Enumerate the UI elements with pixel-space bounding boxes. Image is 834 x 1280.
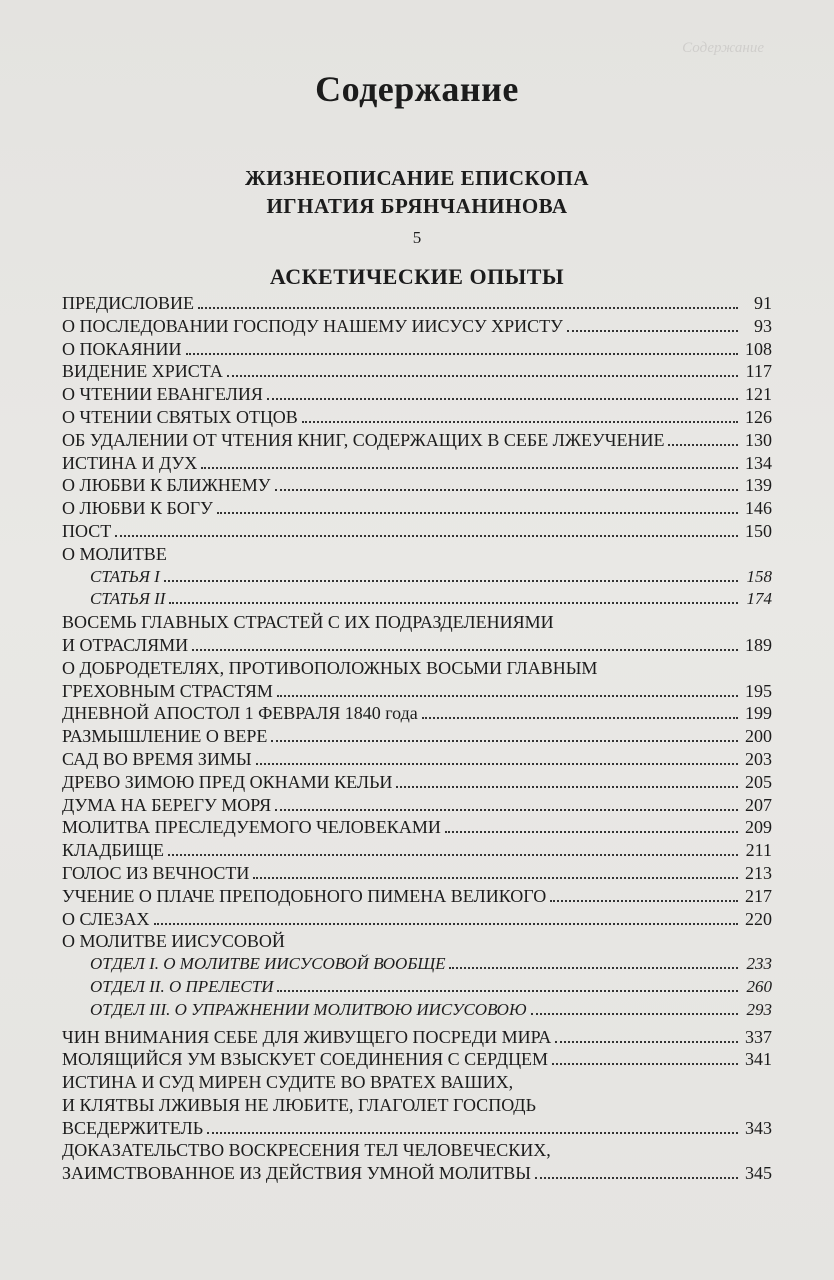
toc-entry-page: 217 (745, 885, 772, 906)
dot-leader (217, 512, 738, 514)
dot-leader (277, 695, 738, 697)
toc-entry-title: И КЛЯТВЫ ЛЖИВЫЯ НЕ ЛЮБИТЕ, ГЛАГОЛЕТ ГОСПОДЬ (62, 1094, 536, 1115)
toc-entry-title: ИСТИНА И СУД МИРЕН СУДИТЕ ВО ВРАТЕХ ВАШИХ, (62, 1072, 514, 1093)
toc-entry-title: МОЛИТВА ПРЕСЛЕДУЕМОГО ЧЕЛОВЕКАМИ (62, 817, 441, 838)
toc-entry-page: 126 (745, 406, 772, 427)
toc-entry (62, 292, 772, 315)
dot-leader (207, 1132, 738, 1134)
toc-entry-title: ГОЛОС ИЗ ВЕЧНОСТИ (62, 862, 250, 883)
toc-entry-title: ДРЕВО ЗИМОЮ ПРЕД ОКНАМИ КЕЛЬИ (62, 771, 393, 792)
dot-leader (115, 535, 738, 537)
dot-leader (302, 421, 738, 423)
dot-leader (227, 375, 738, 377)
toc-entry-title: О ЧТЕНИИ СВЯТЫХ ОТЦОВ (62, 406, 298, 427)
toc-entry (62, 429, 772, 452)
dot-leader (275, 489, 738, 491)
toc-entry (62, 999, 772, 1022)
toc-entry-page: 200 (745, 726, 772, 747)
toc-entry (62, 748, 772, 771)
toc-entry-page: 293 (746, 999, 772, 1019)
toc-entry (62, 566, 772, 589)
toc-entry (62, 497, 772, 520)
toc-entry (62, 908, 772, 931)
toc-entry-title: ДУМА НА БЕРЕГУ МОРЯ (62, 794, 272, 815)
toc-entry-page: 203 (745, 748, 772, 769)
dot-leader (552, 1063, 738, 1065)
toc-entry (62, 338, 772, 361)
toc-entry-page: 213 (745, 862, 772, 883)
toc-entry-title: ГРЕХОВНЫМ СТРАСТЯМ (62, 680, 273, 701)
toc-entry (62, 657, 772, 680)
toc-entry-title: О ПОСЛЕДОВАНИИ ГОСПОДУ НАШЕМУ ИИСУСУ ХРИСТУ (62, 315, 563, 336)
toc-entry (62, 976, 772, 999)
toc-entry-title: О ДОБРОДЕТЕЛЯХ, ПРОТИВОПОЛОЖНЫХ ВОСЬМИ ГЛАВНЫМ (62, 657, 598, 678)
toc-entry-page: 211 (745, 840, 772, 861)
toc-entry-title: О СЛЕЗАХ (62, 908, 150, 929)
toc-entry (62, 1117, 772, 1140)
dot-leader (267, 398, 738, 400)
toc-entry-title: ОТДЕЛ II. О ПРЕЛЕСТИ (90, 976, 274, 996)
toc-entry-page: 209 (745, 817, 772, 838)
toc-entry-title: СТАТЬЯ I (90, 566, 160, 586)
toc-entry-page: 117 (745, 361, 772, 382)
running-head-bleedthrough: Содержание (682, 40, 764, 56)
toc-entry-page: 220 (745, 908, 772, 929)
toc-entry-title: ДОКАЗАТЕЛЬСТВО ВОСКРЕСЕНИЯ ТЕЛ ЧЕЛОВЕЧЕСКИХ, (62, 1140, 551, 1161)
biography-heading-line1: ЖИЗНЕОПИСАНИЕ ЕПИСКОПА (244, 166, 590, 190)
toc-entry (62, 771, 772, 794)
dot-leader (567, 330, 738, 332)
toc-entry-page: 233 (746, 954, 772, 974)
toc-entry-title: О МОЛИТВЕ ИИСУСОВОЙ (62, 931, 285, 952)
biography-heading-line2: ИГНАТИЯ БРЯНЧАНИНОВА (266, 194, 568, 218)
dot-leader (445, 831, 738, 833)
toc-entry-title: ДНЕВНОЙ АПОСТОЛ 1 ФЕВРАЛЯ 1840 года (62, 703, 418, 724)
dot-leader (192, 649, 738, 651)
toc-entry-title: ВСЕДЕРЖИТЕЛЬ (62, 1117, 204, 1138)
toc-entry-title: ВОСЕМЬ ГЛАВНЫХ СТРАСТЕЙ С ИХ ПОДРАЗДЕЛЕНИЯМИ (62, 612, 554, 633)
toc-entry (62, 702, 772, 725)
dot-leader (164, 580, 738, 582)
toc-entry (62, 474, 772, 497)
dot-leader (535, 1177, 738, 1179)
toc-entry (62, 1026, 772, 1049)
biography-page-number: 5 (412, 228, 422, 247)
toc-entry-title: СТАТЬЯ II (90, 589, 166, 609)
toc-entry-title: О ПОКАЯНИИ (62, 338, 182, 359)
toc-entry (62, 588, 772, 611)
dot-leader (198, 307, 738, 309)
toc-entry (62, 862, 772, 885)
toc-entry (62, 1094, 772, 1117)
dot-leader (154, 923, 739, 925)
toc-entry (62, 885, 772, 908)
toc-entry-title: ИСТИНА И ДУХ (62, 452, 198, 473)
toc-entry-title: ЧИН ВНИМАНИЯ СЕБЕ ДЛЯ ЖИВУЩЕГО ПОСРЕДИ МИРА (62, 1026, 552, 1047)
toc-entry-page: 108 (745, 338, 772, 359)
toc-entry-page: 121 (745, 384, 772, 405)
toc-entry (62, 930, 772, 953)
toc-entry-page: 260 (746, 976, 772, 996)
toc-entry (62, 953, 772, 976)
toc-entry-page: 139 (745, 475, 772, 496)
toc-entry-title: О ЧТЕНИИ ЕВАНГЕЛИЯ (62, 384, 263, 405)
page-title: Содержание (315, 69, 519, 109)
section-heading: АСКЕТИЧЕСКИЕ ОПЫТЫ (269, 264, 565, 289)
toc-entry (62, 1048, 772, 1071)
dot-leader (169, 602, 738, 604)
dot-leader (449, 967, 738, 969)
dot-leader (186, 353, 738, 355)
toc-entry (62, 680, 772, 703)
toc-entry-title: РАЗМЫШЛЕНИЕ О ВЕРЕ (62, 726, 268, 747)
toc-entry (62, 315, 772, 338)
toc-entry (62, 794, 772, 817)
toc-entry-title: МОЛЯЩИЙСЯ УМ ВЗЫСКУЕТ СОЕДИНЕНИЯ С СЕРДЦЕМ (62, 1049, 549, 1070)
toc-entry (62, 611, 772, 634)
toc-entry-page: 174 (746, 589, 772, 609)
toc-entry-title: УЧЕНИЕ О ПЛАЧЕ ПРЕПОДОБНОГО ПИМЕНА ВЕЛИКОГО (62, 885, 547, 906)
toc-entry (62, 839, 772, 862)
toc-entry-title: ОТДЕЛ III. О УПРАЖНЕНИИ МОЛИТВОЮ ИИСУСОВОЮ (90, 999, 527, 1019)
toc-entry-title: ПРЕДИСЛОВИЕ (62, 293, 195, 313)
dot-leader (253, 877, 738, 879)
toc-entry-title: О ЛЮБВИ К БОГУ (62, 498, 213, 519)
toc-entry-page: 207 (745, 794, 772, 815)
toc-entry-title: ЗАИМСТВОВАННОЕ ИЗ ДЕЙСТВИЯ УМНОЙ МОЛИТВЫ (62, 1163, 531, 1184)
dot-leader (275, 809, 738, 811)
dot-leader (277, 990, 738, 992)
toc-entry-page: 93 (754, 315, 772, 336)
toc-entry-title: САД ВО ВРЕМЯ ЗИМЫ (62, 748, 252, 769)
toc-entry-title: КЛАДБИЩЕ (62, 840, 164, 861)
toc-entry (62, 383, 772, 406)
toc-entry (62, 1162, 772, 1185)
toc-entry-title: ПОСТ (62, 520, 112, 541)
toc-entry-title: ВИДЕНИЕ ХРИСТА (62, 361, 223, 382)
dot-leader (396, 786, 738, 788)
toc-entry (62, 520, 772, 543)
toc-entry-page: 91 (754, 293, 772, 313)
toc-entry (62, 1071, 772, 1094)
dot-leader (422, 717, 738, 719)
toc-entry-page: 345 (745, 1163, 772, 1184)
dot-leader (555, 1041, 738, 1043)
toc-entry (62, 360, 772, 383)
toc-entry-title: ОБ УДАЛЕНИИ ОТ ЧТЕНИЯ КНИГ, СОДЕРЖАЩИХ В СЕБЕ ЛЖЕУЧЕНИЕ (62, 429, 665, 450)
toc-entry-page: 341 (745, 1049, 772, 1070)
toc-entry-title: И ОТРАСЛЯМИ (62, 634, 189, 655)
toc-entry-page: 195 (745, 680, 772, 701)
toc-entry-page: 130 (745, 429, 772, 450)
dot-leader (201, 467, 738, 469)
toc-entry (62, 816, 772, 839)
toc-entry-page: 189 (745, 634, 772, 655)
toc-entry-title: О МОЛИТВЕ (62, 543, 167, 564)
toc-entry-title: О ЛЮБВИ К БЛИЖНЕМУ (62, 475, 271, 496)
toc-entry (62, 406, 772, 429)
toc-entry (62, 1139, 772, 1162)
toc-entry-page: 337 (745, 1026, 772, 1047)
toc-entry (62, 634, 772, 657)
dot-leader (256, 763, 738, 765)
toc-entry-page: 199 (745, 703, 772, 724)
dot-leader (550, 900, 738, 902)
toc-entry (62, 725, 772, 748)
dot-leader (271, 740, 738, 742)
toc-entry (62, 452, 772, 475)
table-of-contents (62, 292, 772, 1185)
toc-entry-page: 343 (745, 1117, 772, 1138)
toc-entry-page: 134 (745, 452, 772, 473)
toc-entry-page: 150 (745, 520, 772, 541)
dot-leader (668, 444, 738, 446)
toc-entry (62, 543, 772, 566)
toc-entry-page: 205 (745, 771, 772, 792)
toc-entry-title: ОТДЕЛ I. О МОЛИТВЕ ИИСУСОВОЙ ВООБЩЕ (90, 954, 446, 974)
dot-leader (168, 854, 738, 856)
dot-leader (531, 1013, 739, 1015)
toc-entry-page: 146 (745, 498, 772, 519)
toc-entry-page: 158 (746, 566, 772, 586)
